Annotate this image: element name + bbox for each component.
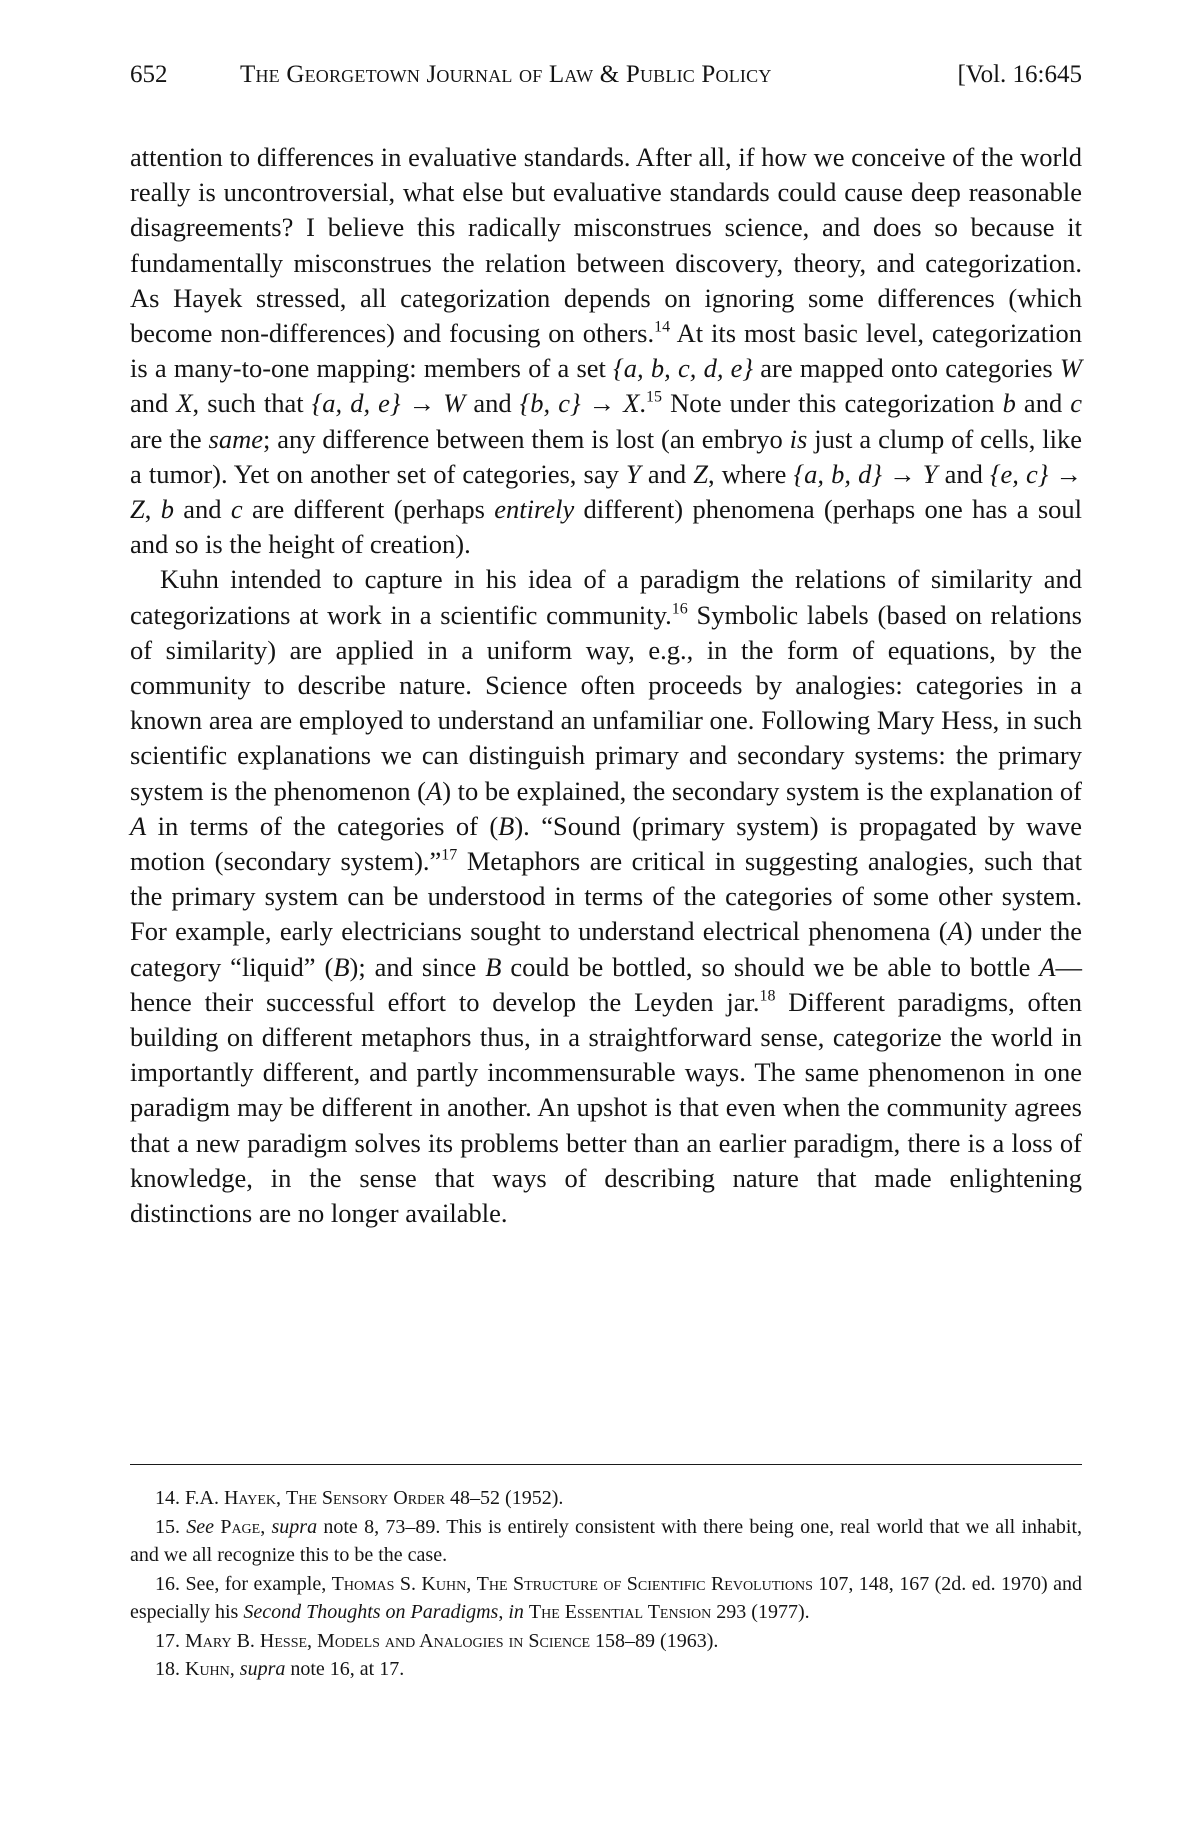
running-header	[130, 55, 1082, 95]
footnote-18: 18. Kuhn, supra note 16, at 17.	[155, 1658, 405, 1680]
main-text	[130, 140, 1082, 1231]
footnote-14: 14. F.A. Hayek, The Sensory Order 48–52 (1952).	[155, 1487, 564, 1509]
set-notation: {a, b, c, d, e}	[613, 353, 754, 384]
set-notation: {e, c}	[989, 458, 1049, 489]
paragraph-2: Kuhn intended to capture in his idea of a paradigm the relations of similarity and categorizations at work in a scientific community.$^{16}$ Symbolic labels (based on relations of similarity) are applied in a uniform way, e.g., in the form of equations, by the community to describe nature. Science often proceeds by analogies: categories in a known area are employed to understand an unfamiliar one. Following Mary Hess, in such scientific explanations we can distinguish primary and secondary systems: the primary system is the phenomenon (A) to be explained, the secondary system is the explanation of A in terms of the categories of (B). “Sound (primary system) is propagated by wave motion (secondary system).”$^{17}$ Metaphors are critical in suggesting analogies, such that the primary system can be understood in terms of the categories of some other system. For example, early electricians sought to understand electrical phenomena (A) under the category “liquid” (B); and since B could be bottled, so should we be able to bottle A—hence their successful effort to develop the Leyden jar.$^{18}$ Different paradigms, often building on different metaphors thus, in a straightforward sense, categorize the world in importantly different, and partly incommensurable ways. The same phenomenon in one paradigm may be different in another. An upshot is that even when the community agrees that a new paradigm solves its problems better than an earlier paradigm, there is a loss of knowledge, in the sense that ways of describing nature that made enlightening distinctions are no longer available.	[130, 564, 1083, 1229]
page-number: 652	[130, 61, 168, 88]
set-notation: {a, b, d}	[793, 458, 882, 489]
footnote-ref-14: 14	[654, 318, 671, 336]
volume-citation: [Vol. 16:645	[957, 61, 1082, 88]
footnote-16: 16. See, for example, Thomas S. Kuhn, The Structure of Scientific Revolutions 107, 148, 167 (2d. ed. 1970) and especially his Second Thoughts on Paradigms, in The Essential Tension 293 (1977).	[130, 1572, 1083, 1623]
footnote-divider	[130, 1464, 1082, 1465]
mapping-arrow: →	[881, 458, 923, 489]
footnote-ref-17: 17	[441, 846, 458, 864]
mapping-arrow: →	[1048, 458, 1083, 489]
footnote-ref-18: 18	[759, 987, 776, 1005]
footnotes	[130, 1484, 1082, 1684]
journal-title: The Georgetown Journal of Law & Public Policy	[240, 61, 772, 88]
mapping-arrow: →	[400, 388, 444, 419]
paragraph-1: attention to differences in evaluative standards. After all, if how we conceive of the world really is uncontroversial, what else but evaluative standards could cause deep reasonable disagreements? I believe this radically misconstrues science, and does so because it fundamentally misconstrues the relation between discovery, theory, and categorization. As Hayek stressed, all categorization depends on ignoring some differences (which become non-differences) and focusing on others.$^{14}$ At its most basic level, categorization is a many-to-one mapping: members of a set {a, b, c, d, e} are mapped onto categories W and X, such that {a, d, e} → W and {b, c} → X.$^{15}$ Note under this categorization b and c are the same; any difference between them is lost (an embryo is just a clump of cells, like a tumor). Yet on another set of categories, say Y and Z, where {a, b, d} → Y and {e, c} → Z, b and c are different (perhaps entirely different) phenomena (perhaps one has a soul and so is the height of creation).	[130, 142, 1083, 560]
set-notation: {b, c}	[519, 388, 581, 419]
set-notation: {a, d, e}	[311, 388, 401, 419]
mapping-arrow: →	[580, 388, 624, 419]
footnote-ref-15: 15	[646, 389, 663, 407]
footnote-ref-16: 16	[671, 600, 688, 618]
footnote-17: 17. Mary B. Hesse, Models and Analogies in Science 158–89 (1963).	[155, 1629, 719, 1652]
footnote-15: 15. See Page, supra note 8, 73–89. This is entirely consistent with there being one, real world that we all inhabit, and we all recognize this to be the case.	[130, 1515, 1083, 1566]
